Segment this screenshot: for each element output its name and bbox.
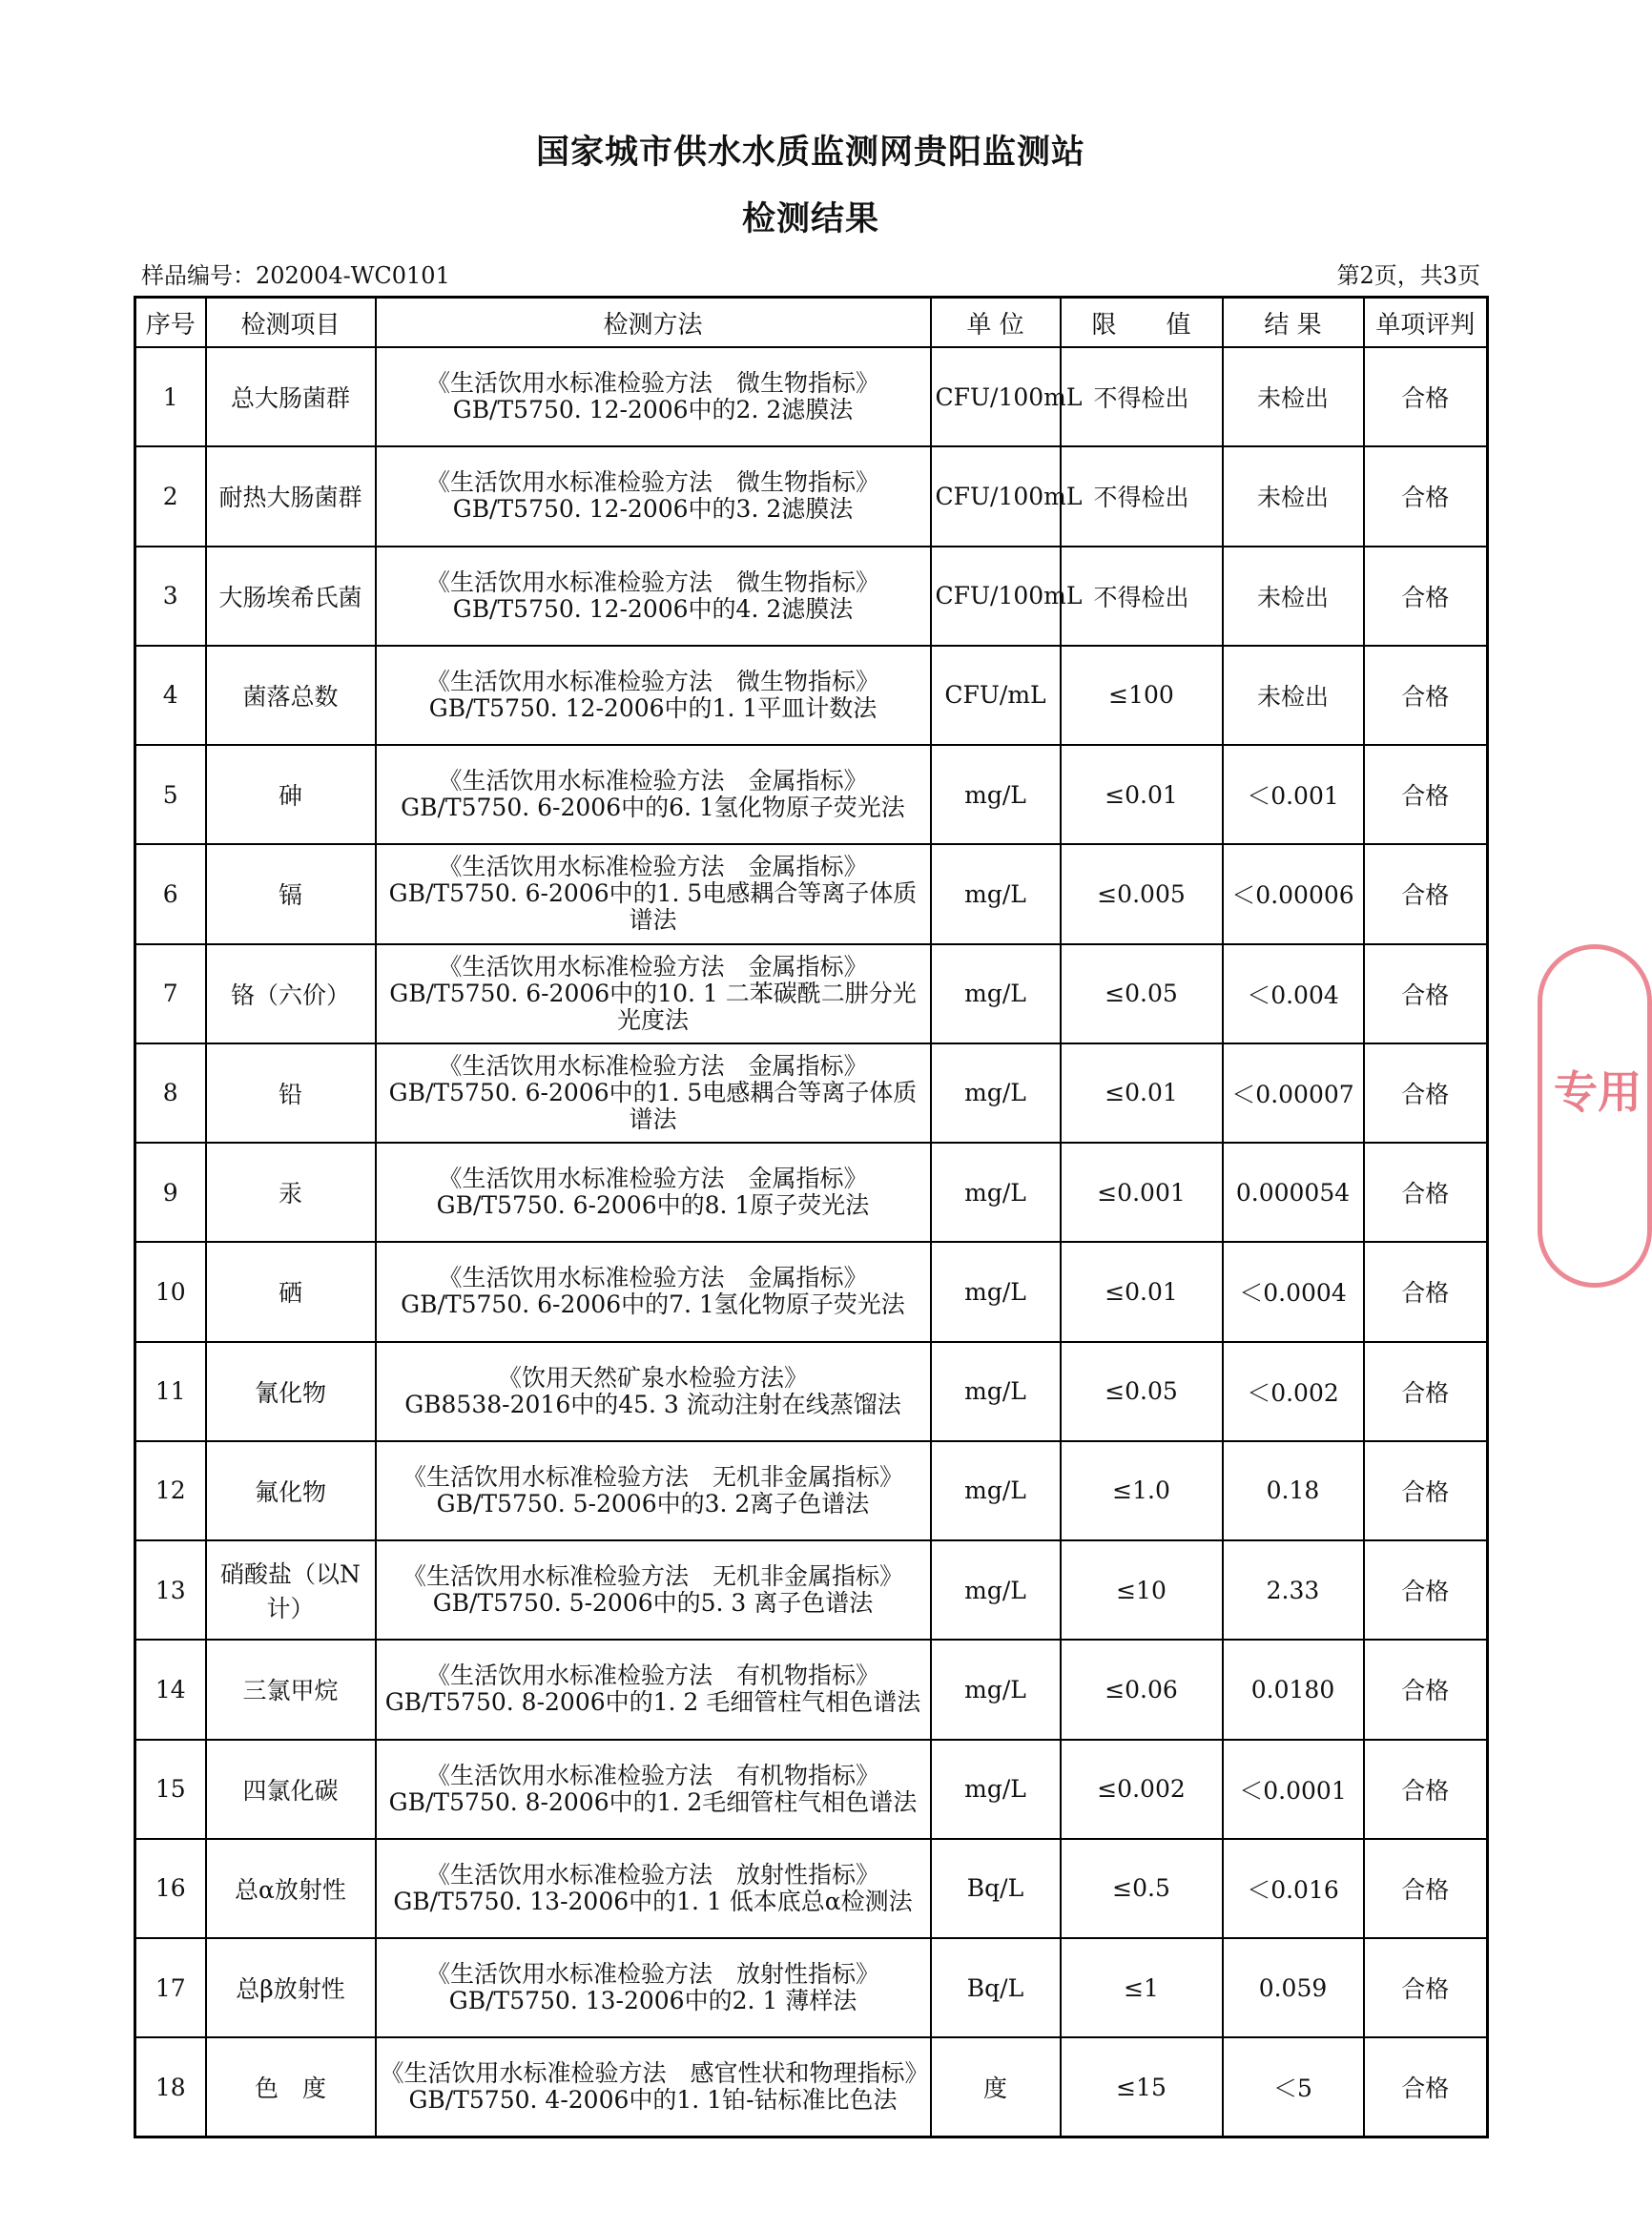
cell-unit: 度 — [931, 2037, 1061, 2137]
cell-item: 铅 — [206, 1043, 376, 1143]
cell-item: 铬（六价） — [206, 944, 376, 1043]
method-standard: 《生活饮用水标准检验方法 有机物指标》 — [425, 1662, 879, 1690]
cell-method — [376, 446, 931, 546]
cell-no: 10 — [135, 1242, 206, 1341]
col-header-method: 检测方法 — [376, 298, 931, 348]
method-clause: GB/T5750. 12-2006中的3. 2滤膜法 — [452, 495, 854, 524]
method-clause: GB/T5750. 13-2006中的2. 1 薄样法 — [448, 1987, 857, 2015]
cell-limit: ≤0.005 — [1061, 844, 1223, 943]
method-standard: 《生活饮用水标准检验方法 微生物指标》 — [425, 667, 879, 695]
cell-no: 6 — [135, 844, 206, 943]
method-standard: 《生活饮用水标准检验方法 无机非金属指标》 — [402, 1562, 903, 1591]
table-row — [135, 347, 1488, 446]
cell-no: 15 — [135, 1740, 206, 1839]
cell-method — [376, 1540, 931, 1640]
table-row — [135, 1540, 1488, 1640]
method-clause: GB/T5750. 6-2006中的7. 1氢化物原子荧光法 — [401, 1291, 905, 1319]
cell-limit: ≤0.5 — [1061, 1839, 1223, 1938]
cell-limit: ≤0.05 — [1061, 1342, 1223, 1441]
cell-method — [376, 844, 931, 943]
method-clause: GB/T5750. 6-2006中的6. 1氢化物原子荧光法 — [401, 794, 905, 822]
cell-no: 14 — [135, 1640, 206, 1739]
cell-result: 未检出 — [1223, 547, 1364, 646]
table-row — [135, 1839, 1488, 1938]
report-title: 国家城市供水水质监测网贵阳监测站 — [535, 134, 1085, 172]
cell-item: 氰化物 — [206, 1342, 376, 1441]
cell-item: 总β放射性 — [206, 1938, 376, 2037]
cell-limit: 不得检出 — [1061, 446, 1223, 546]
table-row — [135, 1640, 1488, 1739]
cell-method — [376, 1242, 931, 1341]
method-standard: 《生活饮用水标准检验方法 微生物指标》 — [425, 369, 879, 398]
cell-limit: ≤1 — [1061, 1938, 1223, 2037]
cell-item: 硝酸盐（以N计） — [206, 1540, 376, 1640]
cell-no: 4 — [135, 646, 206, 745]
cell-method — [376, 1640, 931, 1739]
method-clause: GB/T5750. 6-2006中的1. 5电感耦合等离子体质谱法 — [388, 1078, 918, 1133]
method-clause: GB/T5750. 13-2006中的1. 1 低本底总α检测法 — [393, 1887, 913, 1915]
cell-result: 0.059 — [1223, 1938, 1364, 2037]
cell-item: 大肠埃希氏菌 — [206, 547, 376, 646]
cell-method — [376, 2037, 931, 2137]
cell-item: 色 度 — [206, 2037, 376, 2137]
cell-limit: ≤0.05 — [1061, 944, 1223, 1043]
cell-result: 未检出 — [1223, 446, 1364, 546]
cell-verdict: 合格 — [1364, 1540, 1488, 1640]
cell-method — [376, 1740, 931, 1839]
cell-verdict: 合格 — [1364, 646, 1488, 745]
method-clause: GB/T5750. 4-2006中的1. 1铂-钴标准比色法 — [408, 2086, 898, 2115]
col-header-item: 检测项目 — [206, 298, 376, 348]
method-standard: 《生活饮用水标准检验方法 金属指标》 — [438, 767, 868, 795]
cell-no: 8 — [135, 1043, 206, 1143]
cell-no: 11 — [135, 1342, 206, 1441]
cell-no: 9 — [135, 1143, 206, 1242]
col-header-no: 序号 — [135, 298, 206, 348]
cell-item: 四氯化碳 — [206, 1740, 376, 1839]
cell-item: 总大肠菌群 — [206, 347, 376, 446]
cell-limit: ≤0.06 — [1061, 1640, 1223, 1739]
col-header-limit: 限 值 — [1061, 298, 1223, 348]
cell-method — [376, 1143, 931, 1242]
cell-result: ＜0.001 — [1223, 745, 1364, 844]
method-standard: 《生活饮用水标准检验方法 无机非金属指标》 — [402, 1462, 903, 1491]
cell-method — [376, 1839, 931, 1938]
cell-no: 3 — [135, 547, 206, 646]
cell-item: 总α放射性 — [206, 1839, 376, 1938]
cell-unit: mg/L — [931, 1342, 1061, 1441]
cell-no: 12 — [135, 1441, 206, 1540]
cell-result: ＜0.0004 — [1223, 1242, 1364, 1341]
cell-result: ＜0.016 — [1223, 1839, 1364, 1938]
cell-verdict: 合格 — [1364, 944, 1488, 1043]
cell-unit: mg/L — [931, 944, 1061, 1043]
cell-verdict: 合格 — [1364, 547, 1488, 646]
cell-item: 耐热大肠菌群 — [206, 446, 376, 546]
cell-verdict: 合格 — [1364, 347, 1488, 446]
cell-method — [376, 1938, 931, 2037]
cell-unit: mg/L — [931, 1043, 1061, 1143]
table-row — [135, 1938, 1488, 2037]
cell-method — [376, 944, 931, 1043]
col-header-verdict: 单项评判 — [1364, 298, 1488, 348]
cell-verdict: 合格 — [1364, 1938, 1488, 2037]
cell-result: ＜0.004 — [1223, 944, 1364, 1043]
table-row — [135, 745, 1488, 844]
sample-number: 样品编号：202004-WC0101 — [141, 262, 450, 289]
cell-verdict: 合格 — [1364, 1740, 1488, 1839]
method-standard: 《生活饮用水标准检验方法 感官性状和物理指标》 — [380, 2059, 929, 2088]
cell-method — [376, 1043, 931, 1143]
method-clause: GB/T5750. 8-2006中的1. 2 毛细管柱气相色谱法 — [384, 1688, 921, 1717]
method-clause: GB/T5750. 12-2006中的2. 2滤膜法 — [452, 396, 854, 424]
cell-item: 硒 — [206, 1242, 376, 1341]
cell-result: ＜0.0001 — [1223, 1740, 1364, 1839]
cell-no: 5 — [135, 745, 206, 844]
table-row — [135, 844, 1488, 943]
cell-limit: ≤0.01 — [1061, 745, 1223, 844]
table-row — [135, 646, 1488, 745]
cell-result: ＜0.00006 — [1223, 844, 1364, 943]
cell-unit: Bq/L — [931, 1839, 1061, 1938]
method-clause: GB/T5750. 5-2006中的3. 2离子色谱法 — [436, 1489, 870, 1518]
cell-result: ＜0.00007 — [1223, 1043, 1364, 1143]
method-clause: GB/T5750. 6-2006中的8. 1原子荧光法 — [436, 1191, 870, 1220]
cell-item: 三氯甲烷 — [206, 1640, 376, 1739]
cell-method — [376, 1441, 931, 1540]
cell-limit: ≤10 — [1061, 1540, 1223, 1640]
cell-result: 0.0180 — [1223, 1640, 1364, 1739]
cell-verdict: 合格 — [1364, 1242, 1488, 1341]
cell-verdict: 合格 — [1364, 446, 1488, 546]
cell-limit: ≤100 — [1061, 646, 1223, 745]
cell-verdict: 合格 — [1364, 1342, 1488, 1441]
method-standard: 《生活饮用水标准检验方法 金属指标》 — [438, 1165, 868, 1193]
cell-verdict: 合格 — [1364, 844, 1488, 943]
cell-unit: CFU/100mL — [931, 547, 1061, 646]
method-standard: 《生活饮用水标准检验方法 放射性指标》 — [425, 1860, 879, 1889]
cell-no: 17 — [135, 1938, 206, 2037]
cell-method — [376, 646, 931, 745]
method-clause: GB/T5750. 6-2006中的1. 5电感耦合等离子体质谱法 — [388, 879, 918, 935]
table-row — [135, 1740, 1488, 1839]
cell-limit: ≤0.002 — [1061, 1740, 1223, 1839]
method-standard: 《生活饮用水标准检验方法 有机物指标》 — [425, 1761, 879, 1789]
cell-unit: mg/L — [931, 1640, 1061, 1739]
cell-no: 1 — [135, 347, 206, 446]
cell-verdict: 合格 — [1364, 1441, 1488, 1540]
cell-item: 汞 — [206, 1143, 376, 1242]
cell-limit: ≤0.01 — [1061, 1043, 1223, 1143]
method-standard: 《生活饮用水标准检验方法 金属指标》 — [438, 1264, 868, 1292]
cell-verdict: 合格 — [1364, 1143, 1488, 1242]
cell-no: 16 — [135, 1839, 206, 1938]
cell-method — [376, 547, 931, 646]
col-header-result: 结 果 — [1223, 298, 1364, 348]
cell-limit: 不得检出 — [1061, 547, 1223, 646]
cell-unit: mg/L — [931, 1740, 1061, 1839]
cell-limit: ≤0.01 — [1061, 1242, 1223, 1341]
table-row — [135, 944, 1488, 1043]
table-row — [135, 446, 1488, 546]
method-clause: GB/T5750. 12-2006中的1. 1平皿计数法 — [428, 693, 878, 722]
table-row — [135, 1143, 1488, 1242]
cell-no: 18 — [135, 2037, 206, 2137]
cell-result: 未检出 — [1223, 646, 1364, 745]
cell-item: 菌落总数 — [206, 646, 376, 745]
col-header-unit: 单 位 — [931, 298, 1061, 348]
stamp-text: 专用 — [1554, 1066, 1642, 1118]
table-row — [135, 1342, 1488, 1441]
cell-verdict: 合格 — [1364, 2037, 1488, 2137]
cell-unit: mg/L — [931, 1242, 1061, 1341]
cell-unit: Bq/L — [931, 1938, 1061, 2037]
cell-unit: mg/L — [931, 745, 1061, 844]
table-row — [135, 2037, 1488, 2137]
method-standard: 《生活饮用水标准检验方法 微生物指标》 — [425, 468, 879, 497]
method-standard: 《饮用天然矿泉水检验方法》 — [497, 1363, 808, 1392]
cell-limit: ≤15 — [1061, 2037, 1223, 2137]
cell-result: ＜5 — [1223, 2037, 1364, 2137]
cell-limit: ≤0.001 — [1061, 1143, 1223, 1242]
cell-result: 2.33 — [1223, 1540, 1364, 1640]
method-standard: 《生活饮用水标准检验方法 放射性指标》 — [425, 1960, 879, 1989]
cell-limit: 不得检出 — [1061, 347, 1223, 446]
method-clause: GB/T5750. 12-2006中的4. 2滤膜法 — [452, 594, 854, 623]
cell-unit: CFU/mL — [931, 646, 1061, 745]
table-row — [135, 1043, 1488, 1143]
cell-result: 未检出 — [1223, 347, 1364, 446]
cell-method — [376, 347, 931, 446]
cell-verdict: 合格 — [1364, 1043, 1488, 1143]
cell-verdict: 合格 — [1364, 1640, 1488, 1739]
cell-unit: mg/L — [931, 844, 1061, 943]
cell-unit: CFU/100mL — [931, 347, 1061, 446]
cell-limit: ≤1.0 — [1061, 1441, 1223, 1540]
cell-item: 氟化物 — [206, 1441, 376, 1540]
table-row — [135, 1242, 1488, 1341]
table-row — [135, 1441, 1488, 1540]
cell-verdict: 合格 — [1364, 745, 1488, 844]
cell-no: 13 — [135, 1540, 206, 1640]
method-standard: 《生活饮用水标准检验方法 金属指标》 — [438, 1051, 868, 1080]
results-table — [134, 296, 1489, 2138]
official-stamp — [1538, 944, 1652, 1288]
cell-no: 2 — [135, 446, 206, 546]
cell-result: 0.18 — [1223, 1441, 1364, 1540]
cell-unit: CFU/100mL — [931, 446, 1061, 546]
cell-item: 砷 — [206, 745, 376, 844]
cell-result: 0.000054 — [1223, 1143, 1364, 1242]
table-row — [135, 547, 1488, 646]
cell-unit: mg/L — [931, 1540, 1061, 1640]
cell-item: 镉 — [206, 844, 376, 943]
method-standard: 《生活饮用水标准检验方法 金属指标》 — [438, 853, 868, 881]
cell-no: 7 — [135, 944, 206, 1043]
method-clause: GB8538-2016中的45. 3 流动注射在线蒸馏法 — [404, 1390, 901, 1418]
cell-method — [376, 1342, 931, 1441]
page-indicator: 第2页，共3页 — [1336, 262, 1480, 289]
cell-verdict: 合格 — [1364, 1839, 1488, 1938]
table-header-row — [135, 298, 1488, 348]
method-clause: GB/T5750. 5-2006中的5. 3 离子色谱法 — [432, 1589, 874, 1618]
method-standard: 《生活饮用水标准检验方法 金属指标》 — [438, 952, 868, 981]
cell-result: ＜0.002 — [1223, 1342, 1364, 1441]
cell-method — [376, 745, 931, 844]
cell-unit: mg/L — [931, 1143, 1061, 1242]
report-subtitle: 检测结果 — [741, 200, 879, 238]
method-clause: GB/T5750. 6-2006中的10. 1 二苯碳酰二肼分光光度法 — [389, 979, 917, 1034]
method-clause: GB/T5750. 8-2006中的1. 2毛细管柱气相色谱法 — [388, 1787, 918, 1816]
cell-unit: mg/L — [931, 1441, 1061, 1540]
method-standard: 《生活饮用水标准检验方法 微生物指标》 — [425, 568, 879, 596]
